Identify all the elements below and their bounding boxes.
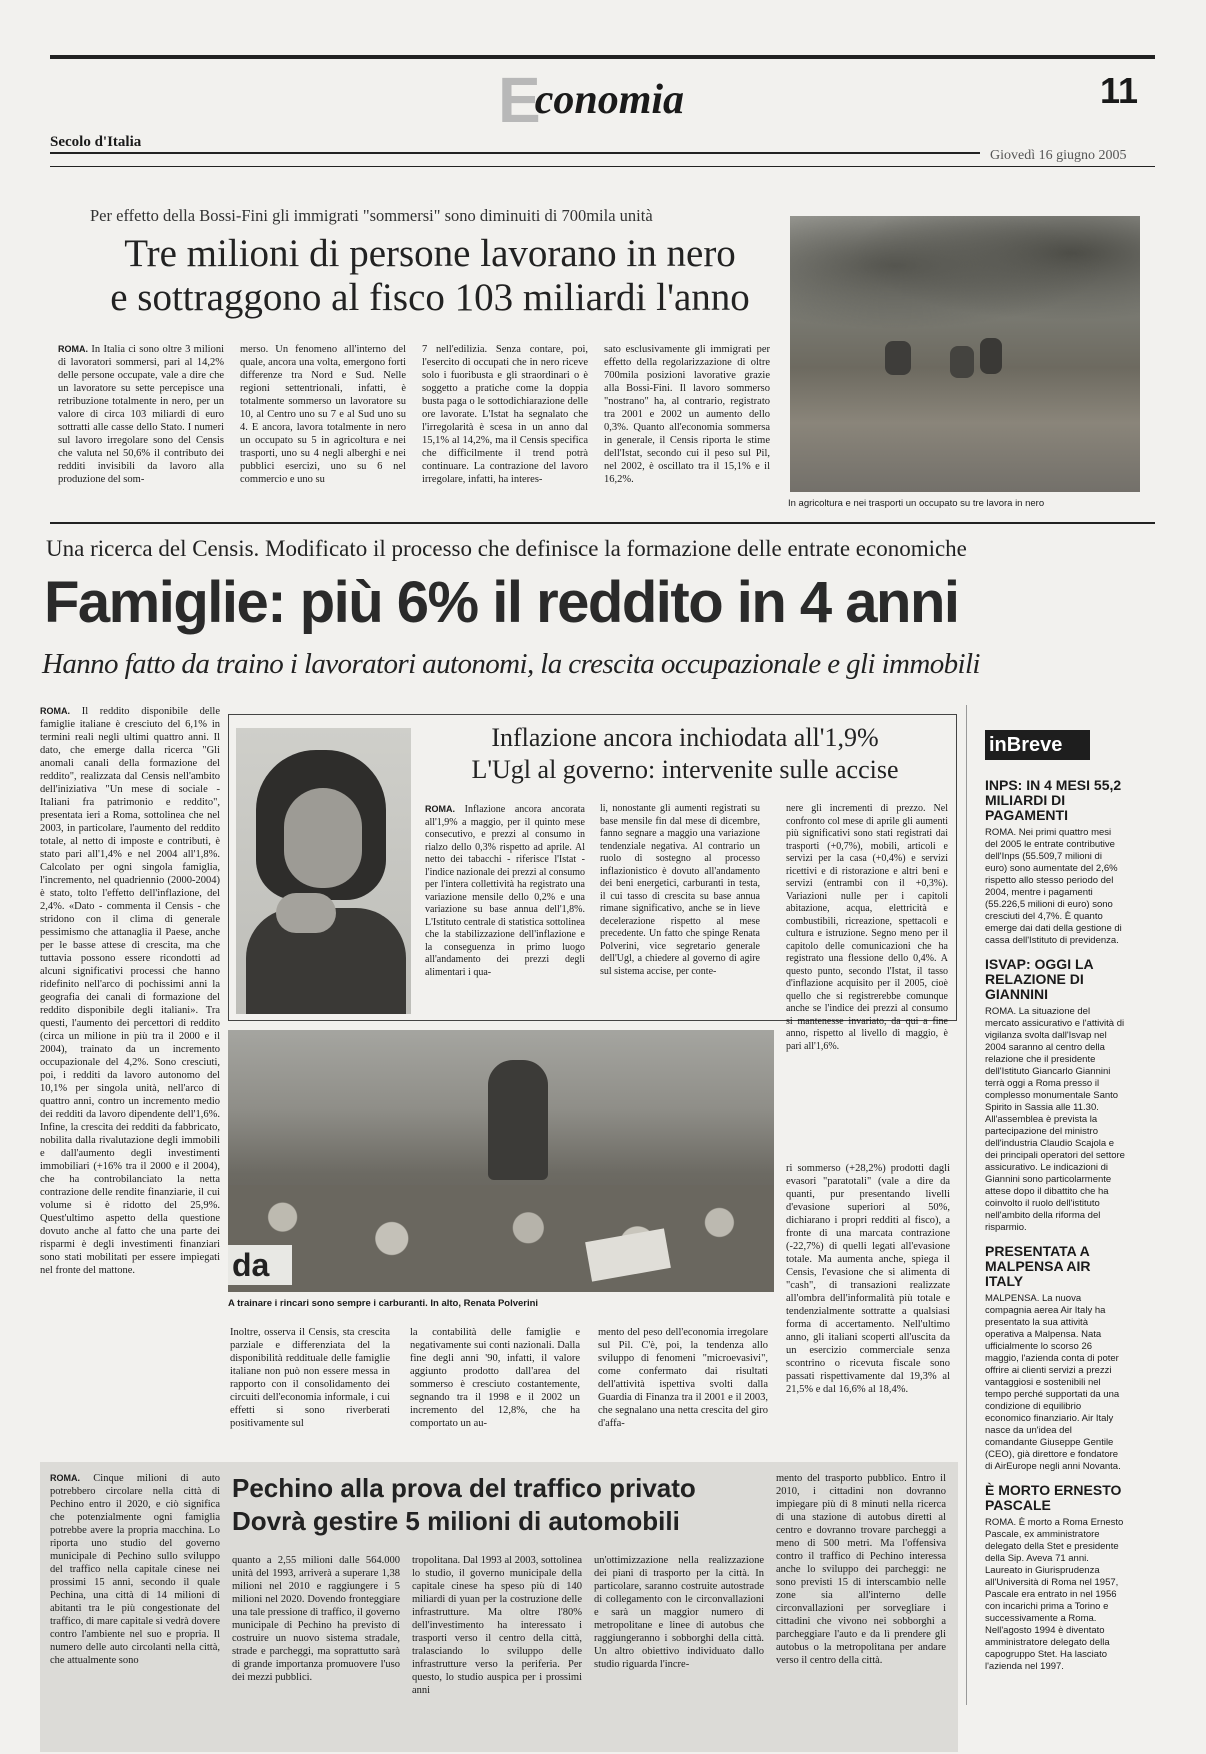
- art1-col1: ROMA. In Italia ci sono oltre 3 milioni di lavoratori sommersi, pari al 14,2% delle persone occupate, vale a dire che un lavoratore su sette percepisce una retribuzione totalmente in nero, per un valore di circa 103 miliardi di euro sottratti alle casse dello Stato. I numeri sul lavoro irregolare sono del Censis che valuta nel 50,6% il contributo dei redditi invisibili da lavoro alla produzione del som-: [58, 344, 224, 485]
- art3-title: [420, 722, 950, 786]
- art2-subtitle: Hanno fatto da traino i lavoratori autonomi, la crescita occupazionale e gli immobili: [42, 648, 980, 680]
- brief-title: INPS: IN 4 MESI 55,2 MILIARDI DI PAGAMENTI: [985, 778, 1122, 823]
- art3-col2: li, nonostante gli aumenti registrati su base mensile fin dal mese di dicembre, fanno segnare a maggio una variazione tendenziale negativa. Al contrario un ruolo di sostegno al processo inflazionistico è dovuto all'andamento dei beni energetici, carburanti in testa, il cui tasso di crescita su base annua rimane significativo, anche se in lieve decelerazione rispetto al mese precedente. Un fatto che spinge Renata Polverini, vice segretario generale dell'Ugl, a chiedere al governo di agire sul sistema accise, per conte-: [600, 803, 760, 977]
- art1-title: [70, 232, 790, 320]
- brief-title: È MORTO ERNESTO PASCALE: [985, 1482, 1122, 1513]
- brief-text: ROMA. La situazione del mercato assicurativo e l'attività di vigilanza svolta dall'Isvap nel 2004 saranno al centro della relazione che il presidente dell'Istituto Giancarlo Giannini terrà oggi a Roma presso il complesso monumentale Santo Spirito in Sassia alle 11.30. All'assemblea è prevista la partecipazione del ministro dell'industria Claudio Scajola e dei principali operatori del settore assicurativo. Le indicazioni di Giannini sono particolarmente attese dopo il dibattito che ha coinvolto il ruolo dell'istituto nell'ambito della riforma del risparmio.: [985, 1006, 1125, 1233]
- brief-text: MALPENSA. La nuova compagnia aerea Air Italy ha presentato la sua attività operativa a Malpensa. Nata ufficialmente lo scorso 26 maggio, l'azienda conta di poter offrire ai clienti servizi a prezzi vantaggiosi e sostenibili nel tempo perché supportati da una condizione di equilibrio economico finanziario. Air Italy nasce da un'idea del comandante Giuseppe Gentile (CEO), già direttore e fondatore di AirEurope negli anni Novanta.: [985, 1293, 1121, 1472]
- art2-bottom-col2: la contabilità delle famiglie e negativamente sui conti nazionali. Dalla fine degli anni '90, infatti, il valore aggiunto prodotto dall'area del sommerso è cresciuto costantemente, segnando tra il 1998 e il 2002 un incremento del 12,8%, che ha comportato un au-: [410, 1327, 580, 1429]
- page-number: 11: [1100, 70, 1139, 111]
- art4-col4: mento del trasporto pubblico. Entro il 2010, i cittadini non dovranno impiegare più di 8 minuti nella ricerca di una stazione di autobus diretti al centro e dovranno trovare parcheggi a meno di 500 metri. Ma l'offensiva contro il traffico di Pechino interessa anche lo sviluppo dei parcheggi: ne sono previsti 15 di interscambio nelle zone sia all'interno delle circonvallazioni per sorvegliare i cittadini che vivono nei sobborghi a parcheggiare l'auto e da lì prendere gli autobus o la metropolitana per andare verso il centro della città.: [776, 1473, 946, 1666]
- brief-item: [985, 778, 1125, 947]
- brief-title: PRESENTATA A MALPENSA AIR ITALY: [985, 1243, 1091, 1289]
- art4-col2: tropolitana. Dal 1993 al 2003, sottolinea lo studio, il governo municipale della capitale cinese ha speso più di 140 miliardi di yuan per la costruzione delle infrastrutture. Ma oltre l'80% dell'investimento ha interessato i trasporti verso il centro della città, tralasciando lo sviluppo delle infrastrutture verso la periferia. Per questo, lo studio auspica per i prossimi anni: [412, 1555, 582, 1696]
- art1-photo-agriculture: [790, 216, 1140, 492]
- brief-item: [985, 1244, 1125, 1473]
- art4-title-line1: Pechino alla prova del traffico privato: [232, 1473, 696, 1503]
- art3-col1: ROMA. Inflazione ancora ancorata all'1,9% a maggio, per il quinto mese consecutivo, e prezzi al consumo in rialzo dello 0,3% rispetto ad aprile. Al netto dei tabacchi - riferisce l'Istat - l'indice nazionale dei prezzi al consumo per l'intera collettività ha registrato una variazione mensile dello 0,2% e una variazione su base annua dell'1,8%. L'Istituto centrale di statistica sottolinea che la stabilizzazione dell'inflazione e la conseguenza in primo luogo all'andamento dei prezzi degli alimentari i qua-: [425, 804, 585, 978]
- art1-photo-caption: In agricoltura e nei trasporti un occupato su tre lavora in nero: [788, 498, 1045, 509]
- section-title: [498, 64, 685, 138]
- art4-title-line2: Dovrà gestire 5 milioni di automobili: [232, 1506, 680, 1536]
- brief-logo-in: in: [989, 734, 1007, 756]
- art3-col3: nere gli incrementi di prezzo. Nel confronto col mese di aprile gli aumenti più significativi sono stati registrati dai trasporti (+0,7%), mobili, articoli e servizi per la casa (+0,4%) e servizi ricettivi e di ristorazione e altri beni e servizi (entrambi con il +0,3%). Variazioni nulle per i capitoli abitazione, acqua, elettricità e combustibili, ricreazione, spettacoli e cultura e istruzione. Segno meno per il capitolo delle comunicazioni che ha registrato una flessione dello 0,4%. A questo punto, secondo l'Istat, il tasso d'inflazione acquisito per il 2005, cioè quello che si registrerebbe comunque anche se l'indice dei prezzi al consumo si mantenesse invariato, da qui a fine anno, rispetto al livello di maggio, è pari all'1,6%.: [786, 803, 948, 1052]
- art3-photo-market: da: [228, 1030, 774, 1292]
- art4-title: [232, 1472, 772, 1538]
- top-rule: [50, 55, 1155, 59]
- art3-portrait-polverini: [236, 728, 411, 1014]
- masthead-rule: [50, 152, 980, 154]
- art3-title-line1: Inflazione ancora inchiodata all'1,9%: [491, 723, 879, 752]
- art2-dateline: ROMA.: [40, 706, 70, 716]
- brief-list: [985, 778, 1125, 1728]
- art1-col3: 7 nell'edilizia. Senza contare, poi, l'esercito di occupati che in nero riceve solo i fuoribusta e gli straordinari o è soggetto a pratiche come la doppia busta paga o le sottodichiarazione delle ore lavorate. L'Istat ha segnalato che l'irregolarità è scesa in un anno dal 15,1% al 14,2%, ma il Censis specifica che difficilmente il trend potrà continuare. La contrazione del lavoro irregolare, infatti, ha interes-: [422, 344, 588, 485]
- art1-col2: merso. Un fenomeno all'interno del quale, ancora una volta, emergono forti differenze tra Nord e Sud. Nelle regioni settentrionali, infatti, è totalmente sommerso un lavoratore su 10, al Centro uno su 7 e al Sud uno su 4. E ancora, lavora totalmente in nero un occupato su 5 in agricoltura e nei trasporti, uno su 4 negli alberghi e nei pubblici esercizi, uno su 6 nel commercio e uno su: [240, 344, 406, 485]
- art1-bottom-rule: [50, 522, 1155, 524]
- art4-col3: un'ottimizzazione nella realizzazione dei piani di trasporto per la città. In particolare, saranno costruite autostrade di collegamento con le circonvallazioni e sarà un maggior numero di metropolitane e linee di autobus che raggiungeranno i sobborghi della città. Un altro obiettivo individuato dallo studio riguarda l'incre-: [594, 1555, 764, 1670]
- art2-kicker: Una ricerca del Censis. Modificato il processo che definisce la formazione delle entrate economiche: [46, 536, 967, 561]
- brief-divider: [966, 705, 967, 1705]
- brief-text: ROMA. Nei primi quattro mesi del 2005 le entrate contributive dell'Inps (55.509,7 milioni di euro) sono aumentate del 2,6% rispetto allo stesso periodo del 2004, mentre i pagamenti (55.226,5 milioni di euro) sono cresciuti del 4,7%. È quanto emerge dai dati della gestione di cassa dell'Istituto di previdenza.: [985, 827, 1122, 946]
- art3-photo-caption: A trainare i rincari sono sempre i carburanti. In alto, Renata Polverini: [228, 1298, 539, 1309]
- masthead-rule-2: [50, 166, 1155, 167]
- brief-title: ISVAP: OGGI LA RELAZIONE DI GIANNINI: [985, 956, 1094, 1002]
- brief-logo-breve: Breve: [1006, 734, 1063, 756]
- brief-item: [985, 1483, 1125, 1673]
- art3-dateline: ROMA.: [425, 804, 455, 814]
- paper-name: Secolo d'Italia: [50, 134, 142, 150]
- art1-title-line2: e sottraggono al fisco 103 miliardi l'anno: [110, 276, 750, 319]
- art1-dateline: ROMA.: [58, 344, 88, 354]
- brief-text: ROMA. È morto a Roma Ernesto Pascale, ex amministratore delegato della Stet e presidente della Sip. Aveva 71 anni. Laureato in Giurisprudenza all'Università di Roma nel 1957, Pascale era entrato in nel 1956 con incarichi prima a Torino e successivamente a Roma. Nell'agosto 1994 è diventato amministratore delegato della capogruppo Stet. Ha lasciato l'azienda nel 1997.: [985, 1517, 1124, 1672]
- section-initial: E: [498, 64, 541, 136]
- art2-bottom-col3: mento del peso dell'economia irregolare sul Pil. C'è, poi, la tendenza allo sviluppo di fenomeni "microevasivi", come confermato dai risultati dell'attività ispettiva svolti dalla Guardia di Finanza tra il 2001 e il 2003, che segnalano una netta crescita del giro d'affa-: [598, 1327, 768, 1429]
- art2-bottom-col1: Inoltre, osserva il Censis, sta crescita parziale e differenziata del la disponibilità reddituale delle famiglie italiane non può non essere messa in rapporto con il consolidamento dei circuiti dell'economia informale, i cui effetti si sono riverberati positivamente sul: [230, 1327, 390, 1429]
- art4-left: ROMA. Cinque milioni di auto potrebbero circolare nella città di Pechino entro il 2020, e ciò significa che potenzialmente ogni famiglia potrebbe avere la propria macchina. Lo riporta uno studio del governo municipale di Pechino sullo sviluppo del traffico nella capitale cinese nei prossimi 15 anni, secondo il quale Pechina, una città di 14 milioni di abitanti tra le più congestionate del traffico, di mare capitale si vedrà dovere contro l'ambiente nel suo e propria. Il numero delle auto circolanti nella città, che attualmente sono: [50, 1473, 220, 1666]
- issue-date: Giovedì 16 giugno 2005: [990, 148, 1127, 163]
- art2-col4: ri sommerso (+28,2%) prodotti dagli evasori "paratotali" (vale a dire da quanti, pur presentando livelli d'evasione superiori al 50%, dichiarano i propri redditi al fisco), a fronte di una marcata contrazione (-22,7%) di quelli legati all'evasione totale. Ma aumenta anche, spiega il Censis, l'evasione che si alimenta di "cash", di transazioni realizzate all'ombra dell'informalità più totale e tendenzialmente sottratte a qualsiasi forma di accertamento. Nell'ultimo anno, gli italiani scoperti all'uscita da un esercizio commerciale senza scontrino o ricevuta fiscale sono passati rispettivamente dal 19,3% al 21,5% e dal 16,6% al 18,4%.: [786, 1163, 950, 1395]
- art2-left-column: ROMA. Il reddito disponibile delle famiglie italiane è cresciuto del 6,1% in termini reali negli ultimi quattro anni. Il dato, che emerge dalla ricerca "Gli anomali canali della formazione del reddito", realizzata dal Censis nell'ambito dell'iniziativa "Un mese di sociale - Italiani fra patrimonio e reddito", presentata ieri a Roma, sottolinea che nel 2003, in particolare, l'aumento del reddito totale, al netto di imposte e contributi, è stato pari all'1,4% e nel 2004 all'1,8%. Calcolato per ogni singola famiglia, l'incremento, nel quadriennio (2000-2004) è stato, tolto l'effetto dell'inflazione, del 2,4%. «Dato - commenta il Censis - che stridono con il clima di generale pessimismo che attanaglia il Paese, anche per le basse attese di crescita, ma che tuttavia possono essere ricondotti ad alcuni significativi processi che hanno ridefinito nell'arco di pochissimi anni la geografia dei canali di formazione del reddito disponibile degli italiani». Tra questi, l'aumento dei percettori di reddito (circa un milione in più tra il 2000 e il 2004), trainato da un incremento occupazionale del 4,2%. Sono cresciuti, poi, i redditi da lavoro autonomo del 10,1% per singola unità, nell'arco di quattro anni, contro un incremento medio dei redditi da lavoro dipendente dell'1,6%. Infine, la crescita dei redditi da fabbricato, nobilita dalla rivalutazione degli immobili e dall'aumento degli investimenti immobiliari (+16% tra il 2000 e il 2004), che ha controbilanciato la netta contrazione delle rendite finanziarie, il cui volume si è ridotto del 25,9%. Quest'ultimo aspetto della questione dovuto anche al fatto che una parte dei risparmi è degli investimenti finanziari sono stati mobilitati per essere impiegati nel fronte del mattone.: [40, 706, 220, 1276]
- art4-dateline: ROMA.: [50, 1473, 80, 1483]
- art1-kicker: Per effetto della Bossi-Fini gli immigrati "sommersi" sono diminuiti di 700mila unità: [90, 206, 653, 225]
- section-name: conomia: [534, 77, 685, 123]
- brief-item: [985, 957, 1125, 1234]
- art4-col1: quanto a 2,55 milioni dalle 564.000 unità del 1993, arriverà a superare 1,38 milioni nel 2010 e raggiungere i 5 milioni nel 2020. Dovendo fronteggiare una tale pressione di traffico, il governo municipale di Pechino ha previsto di costruire un nuovo sistema stradale, strade e parcheggi, ma soprattutto sarà di grande importanza promuovere l'uso dei mezzi pubblici.: [232, 1555, 400, 1683]
- art1-title-line1: Tre milioni di persone lavorano in nero: [124, 232, 736, 275]
- art3-title-line2: L'Ugl al governo: intervenite sulle accise: [471, 755, 899, 784]
- brief-logo: [985, 730, 1090, 760]
- art1-col4: sato esclusivamente gli immigrati per effetto della regolarizzazione di oltre 700mila posizioni lavorative grazie alla Bossi-Fini. Il lavoro sommerso "nostrano" ha, al contrario, registrato tra 2001 e 2002 un aumento dello 0,3%. Quanto all'economia sommersa in generale, il Censis riporta le stime dell'Istat, secondo cui il peso sul Pil, nel 2002, è oscillato tra il 15,1% e il 16,2%.: [604, 344, 770, 485]
- art2-title: Famiglie: più 6% il reddito in 4 anni: [44, 570, 959, 635]
